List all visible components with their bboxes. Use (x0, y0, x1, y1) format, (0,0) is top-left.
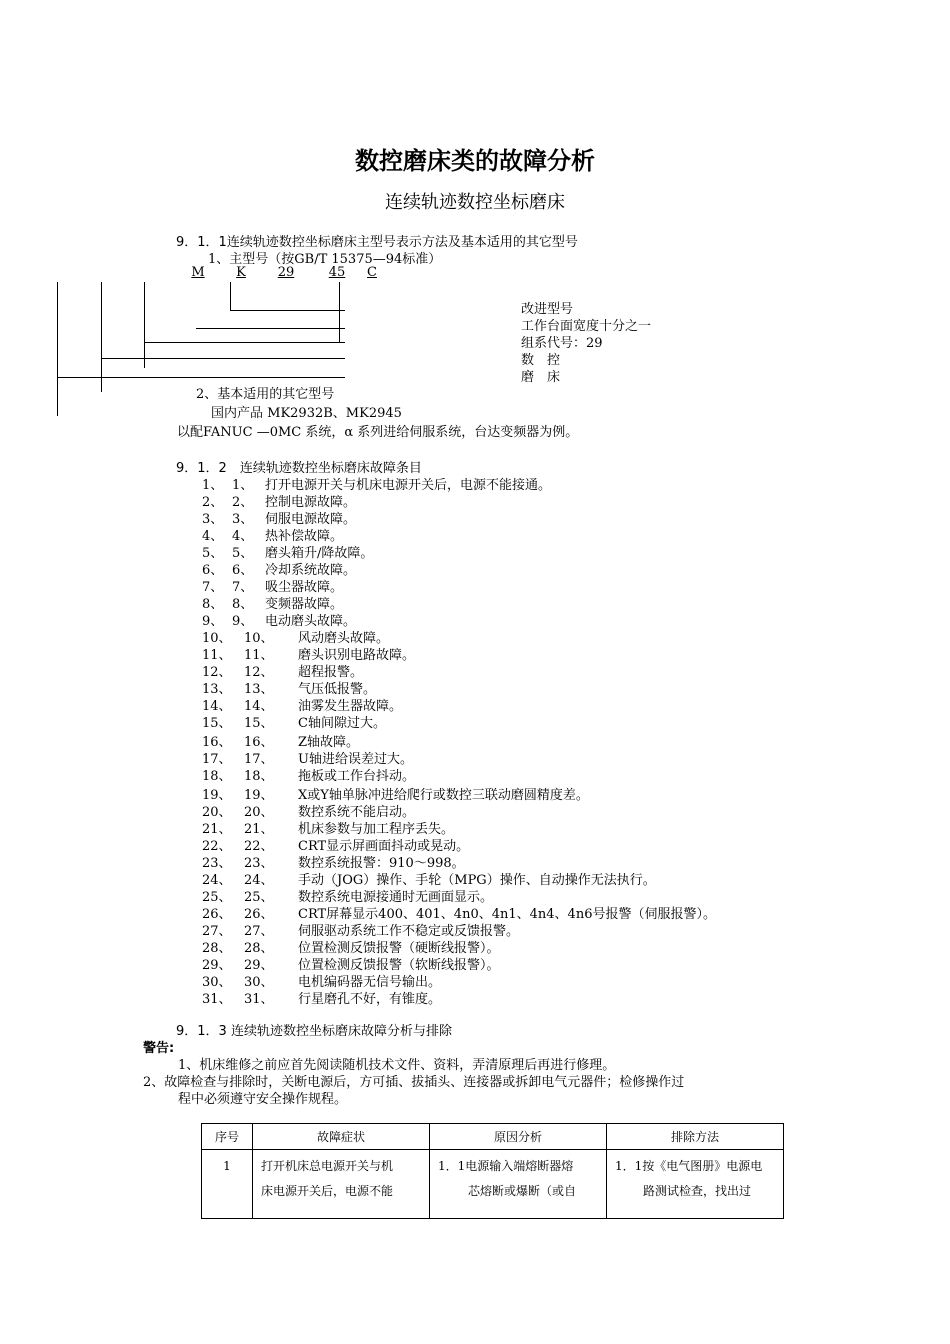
code-letter-m: M (191, 265, 205, 280)
fault-item-number-repeat: 15、 (244, 716, 274, 731)
fault-item-text: 磨头箱升/降故障。 (265, 546, 374, 561)
fault-item-text: 拖板或工作台抖动。 (298, 769, 416, 784)
fault-item-text: 油雾发生器故障。 (298, 699, 403, 714)
fault-item-text: 手动（JOG）操作、手轮（MPG）操作、自动操作无法执行。 (298, 873, 656, 888)
fault-item-number-repeat: 23、 (244, 856, 274, 871)
fault-item-number-repeat: 27、 (244, 924, 274, 939)
fault-item-number-repeat: 16、 (244, 735, 274, 750)
fault-item-number: 25、 (202, 890, 232, 905)
fault-item-text: CRT屏幕显示400、401、4n0、4n1、4n4、4n6号报警（伺服报警）。 (298, 907, 716, 922)
fault-item-text: 变频器故障。 (265, 597, 344, 612)
fault-item-number: 22、 (202, 839, 232, 854)
section-2-heading: 9．1．2 连续轨迹数控坐标磨床故障条目 (176, 461, 422, 476)
fault-item-number-repeat: 28、 (244, 941, 274, 956)
fault-item-number-repeat: 6、 (232, 563, 254, 578)
diagram-hline-cnc (101, 358, 345, 359)
fault-item-text: 气压低报警。 (298, 682, 377, 697)
fault-item-number: 14、 (202, 699, 232, 714)
diagram-vline-29 (144, 282, 145, 368)
fault-item-number-repeat: 30、 (244, 975, 274, 990)
fault-item-number-repeat: 29、 (244, 958, 274, 973)
fault-item-number: 7、 (202, 580, 224, 595)
fault-item-text: 超程报警。 (298, 665, 364, 680)
diagram-vline-45 (339, 282, 340, 342)
fault-item-number-repeat: 22、 (244, 839, 274, 854)
fault-item-text: 数控系统报警：910～998。 (298, 856, 465, 871)
fault-item-number: 15、 (202, 716, 232, 731)
section-1-heading: 9．1．1连续轨迹数控坐标磨床主型号表示方法及基本适用的其它型号 (176, 235, 578, 250)
fault-item-number: 30、 (202, 975, 232, 990)
diagram-hline-group (144, 342, 345, 343)
fault-item-text: CRT显示屏画面抖动或晃动。 (298, 839, 470, 854)
fault-item-text: 冷却系统故障。 (265, 563, 357, 578)
fault-item-number: 31、 (202, 992, 232, 1007)
fault-item-number-repeat: 9、 (232, 614, 254, 629)
legend-width: 工作台面宽度十分之一 (521, 319, 652, 334)
fault-item-number: 29、 (202, 958, 232, 973)
fault-item-number-repeat: 21、 (244, 822, 274, 837)
symptom-line-1: 打开机床总电源开关与机 (261, 1159, 394, 1173)
fault-item-number: 27、 (202, 924, 232, 939)
fault-item-number-repeat: 14、 (244, 699, 274, 714)
fault-item-number: 20、 (202, 805, 232, 820)
fault-item-text: X或Y轴单脉冲进给爬行或数控三联动磨圆精度差。 (298, 788, 589, 803)
fault-item-number: 28、 (202, 941, 232, 956)
cell-symptom (253, 1150, 430, 1219)
fault-item-text: 热补偿故障。 (265, 529, 344, 544)
fault-item-number-repeat: 13、 (244, 682, 274, 697)
fault-item-number: 18、 (202, 769, 232, 784)
diagram-vline-m (57, 282, 58, 416)
page-subtitle: 连续轨迹数控坐标磨床 (385, 192, 565, 213)
fault-item-text: 数控系统不能启动。 (298, 805, 416, 820)
fault-item-number: 11、 (202, 648, 232, 663)
diagram-vline-k (101, 282, 102, 392)
fault-item-text: 电机编码器无信号输出。 (298, 975, 442, 990)
fault-item-number-repeat: 18、 (244, 769, 274, 784)
fault-item-text: 电动磨头故障。 (265, 614, 357, 629)
fault-item-number-repeat: 1、 (232, 478, 254, 493)
fault-item-number: 12、 (202, 665, 232, 680)
fault-item-text: C轴间隙过大。 (298, 716, 386, 731)
fault-item-number-repeat: 2、 (232, 495, 254, 510)
fault-item-number: 6、 (202, 563, 224, 578)
fault-item-number-repeat: 26、 (244, 907, 274, 922)
fault-item-number: 16、 (202, 735, 232, 750)
code-improve-c: C (367, 265, 377, 280)
cell-no (202, 1150, 253, 1219)
legend-group: 组系代号：29 (521, 336, 603, 351)
fault-item-number-repeat: 4、 (232, 529, 254, 544)
diagram-vline-c (230, 282, 231, 311)
fault-item-text: 数控系统电源接通时无画面显示。 (298, 890, 494, 905)
code-group-29: 29 (277, 265, 295, 280)
fault-item-number-repeat: 17、 (244, 752, 274, 767)
fault-item-text: 磨头识别电路故障。 (298, 648, 416, 663)
fault-item-text: 风动磨头故障。 (298, 631, 390, 646)
legend-improve: 改进型号 (521, 302, 574, 317)
fault-item-text: 控制电源故障。 (265, 495, 357, 510)
fault-item-number-repeat: 11、 (244, 648, 274, 663)
fault-item-text: 伺服电源故障。 (265, 512, 357, 527)
fault-item-number-repeat: 20、 (244, 805, 274, 820)
fault-item-number-repeat: 7、 (232, 580, 254, 595)
fault-item-number: 17、 (202, 752, 232, 767)
fault-item-number-repeat: 10、 (244, 631, 274, 646)
fault-item-number: 4、 (202, 529, 224, 544)
fault-item-number-repeat: 12、 (244, 665, 274, 680)
fault-item-number: 3、 (202, 512, 224, 527)
fault-item-number: 8、 (202, 597, 224, 612)
other-models-heading: 2、基本适用的其它型号 (196, 387, 335, 402)
domestic-products: 国内产品 MK2932B、MK2945 (211, 406, 402, 421)
warning-2-line-2: 程中必须遵守安全操作规程。 (178, 1092, 348, 1107)
table-row (202, 1150, 784, 1219)
fault-item-number: 26、 (202, 907, 232, 922)
header-fix: 排除方法 (607, 1124, 784, 1150)
fault-item-text: 位置检测反馈报警（软断线报警）。 (298, 958, 500, 973)
cause-line-1: 1．1电源输入端熔断器熔 (438, 1159, 574, 1173)
fault-item-number-repeat: 25、 (244, 890, 274, 905)
example-config: 以配FANUC —0MC 系统，α 系列进给伺服系统，台达变频器为例。 (177, 425, 579, 440)
section-3-heading: 9．1．3 连续轨迹数控坐标磨床故障分析与排除 (176, 1024, 452, 1039)
cause-line-2: 芯熔断或爆断（或自 (468, 1184, 577, 1198)
diagram-hline-improve (230, 310, 345, 311)
fault-item-number: 21、 (202, 822, 232, 837)
fault-item-number-repeat: 24、 (244, 873, 274, 888)
fix-line-2: 路测试检查，找出过 (643, 1184, 752, 1198)
warning-label: 警告: (143, 1041, 175, 1056)
row-number: 1 (223, 1159, 231, 1173)
fix-line-1: 1．1按《电气图册》电源电 (615, 1159, 763, 1173)
symptom-line-2: 床电源开关后，电源不能 (261, 1184, 394, 1198)
header-cause: 原因分析 (430, 1124, 607, 1150)
fault-item-number-repeat: 3、 (232, 512, 254, 527)
fault-item-number-repeat: 8、 (232, 597, 254, 612)
fault-item-text: 伺服驱动系统工作不稳定或反馈报警。 (298, 924, 520, 939)
code-width-45: 45 (328, 265, 346, 280)
fault-item-number: 24、 (202, 873, 232, 888)
header-no: 序号 (202, 1124, 253, 1150)
header-symptom: 故障症状 (253, 1124, 430, 1150)
fault-item-text: U轴进给误差过大。 (298, 752, 413, 767)
fault-item-number: 5、 (202, 546, 224, 561)
cell-fix (607, 1150, 784, 1219)
table-header-row (202, 1124, 784, 1150)
fault-item-number: 9、 (202, 614, 224, 629)
fault-table (201, 1123, 784, 1219)
warning-2-line-1: 2、故障检查与排除时，关断电源后，方可插、拔插头、连接器或拆卸电气元器件；检修操作过 (143, 1075, 685, 1090)
fault-item-text: 位置检测反馈报警（硬断线报警）。 (298, 941, 500, 956)
code-letter-k: K (236, 265, 246, 280)
page-title: 数控磨床类的故障分析 (355, 147, 595, 175)
fault-item-text: 吸尘器故障。 (265, 580, 344, 595)
diagram-hline-width (196, 328, 345, 329)
fault-item-number: 2、 (202, 495, 224, 510)
fault-item-number: 23、 (202, 856, 232, 871)
fault-item-number: 10、 (202, 631, 232, 646)
fault-item-text: 行星磨孔不好，有锥度。 (298, 992, 442, 1007)
fault-item-number-repeat: 5、 (232, 546, 254, 561)
fault-item-text: 机床参数与加工程序丢失。 (298, 822, 455, 837)
fault-item-number: 1、 (202, 478, 224, 493)
fault-item-number-repeat: 19、 (244, 788, 274, 803)
fault-item-text: Z轴故障。 (298, 735, 360, 750)
cell-cause (430, 1150, 607, 1219)
fault-item-number: 13、 (202, 682, 232, 697)
fault-item-number: 19、 (202, 788, 232, 803)
warning-1: 1、机床维修之前应首先阅读随机技术文件、资料，弄清原理后再进行修理。 (178, 1058, 616, 1073)
fault-item-number-repeat: 31、 (244, 992, 274, 1007)
fault-item-text: 打开电源开关与机床电源开关后，电源不能接通。 (265, 478, 552, 493)
model-heading: 1、主型号（按GB/T 15375—94标准） (208, 252, 442, 267)
legend-grinder: 磨 床 (521, 370, 561, 385)
legend-cnc: 数 控 (521, 353, 561, 368)
diagram-hline-grinder (57, 377, 345, 378)
